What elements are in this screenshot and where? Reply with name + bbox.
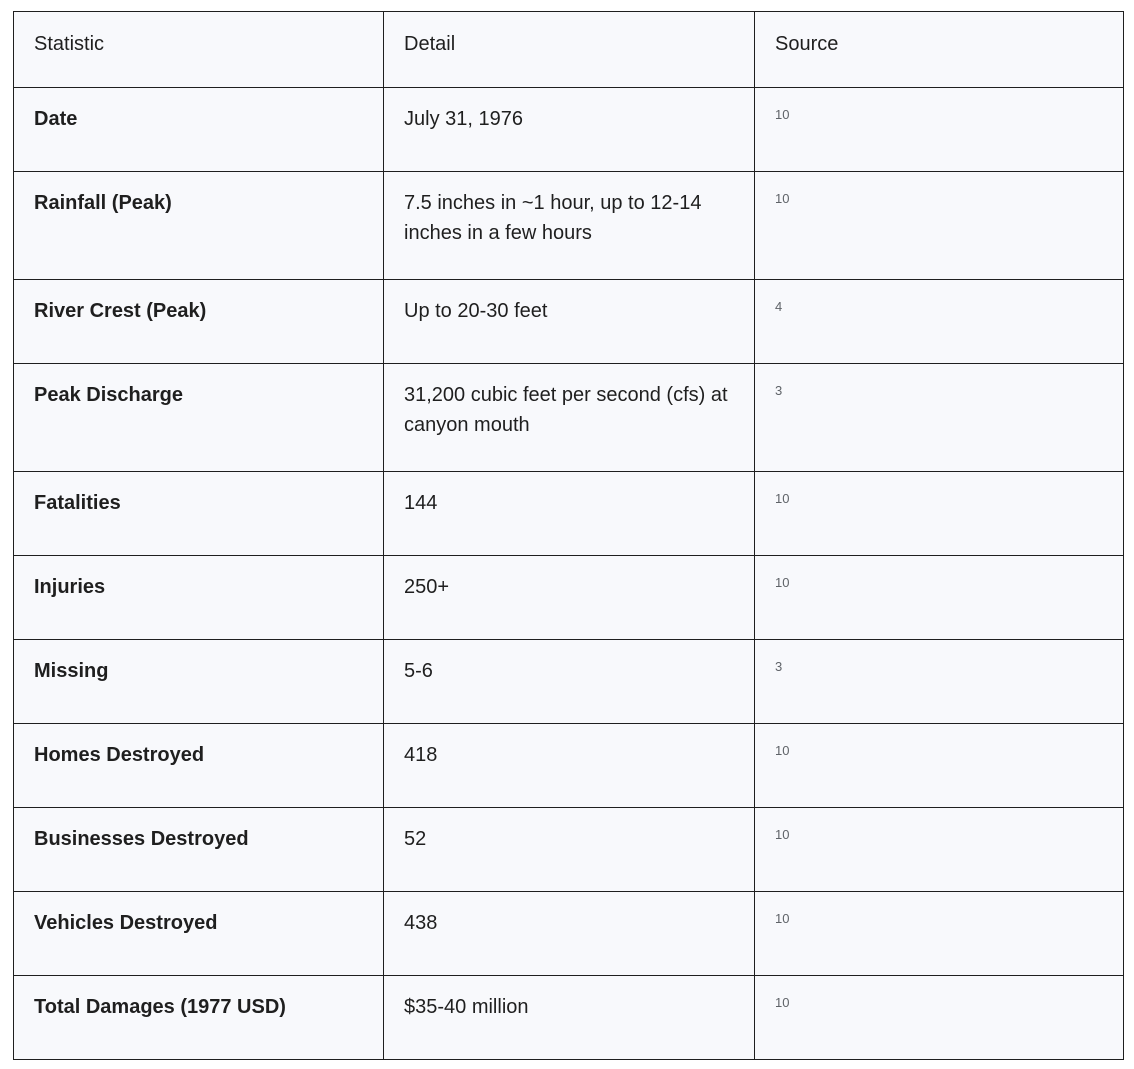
detail-cell: Up to 20-30 feet xyxy=(384,280,755,364)
table-row xyxy=(14,280,1124,364)
detail-cell: 144 xyxy=(384,472,755,556)
table-row xyxy=(14,556,1124,640)
statistics-table xyxy=(13,11,1124,1060)
statistic-cell: Vehicles Destroyed xyxy=(14,892,384,976)
statistic-cell: Fatalities xyxy=(14,472,384,556)
table-row xyxy=(14,640,1124,724)
table-row xyxy=(14,172,1124,280)
statistic-cell: Businesses Destroyed xyxy=(14,808,384,892)
table-row xyxy=(14,364,1124,472)
detail-cell: 438 xyxy=(384,892,755,976)
table-row xyxy=(14,88,1124,172)
source-citation[interactable]: 3 xyxy=(755,640,1124,724)
source-citation[interactable]: 10 xyxy=(755,88,1124,172)
source-citation[interactable]: 10 xyxy=(755,808,1124,892)
table-header xyxy=(14,12,1124,88)
table-row xyxy=(14,892,1124,976)
statistic-cell: Homes Destroyed xyxy=(14,724,384,808)
statistic-cell: Rainfall (Peak) xyxy=(14,172,384,280)
source-citation[interactable]: 10 xyxy=(755,724,1124,808)
detail-cell: 418 xyxy=(384,724,755,808)
header-detail: Detail xyxy=(384,12,755,88)
header-source: Source xyxy=(755,12,1124,88)
source-citation[interactable]: 10 xyxy=(755,556,1124,640)
statistics-table-container xyxy=(13,11,1123,1060)
statistic-cell: Total Damages (1977 USD) xyxy=(14,976,384,1060)
detail-cell: 250+ xyxy=(384,556,755,640)
header-statistic: Statistic xyxy=(14,12,384,88)
table-row xyxy=(14,976,1124,1060)
statistic-cell: Peak Discharge xyxy=(14,364,384,472)
table-row xyxy=(14,472,1124,556)
detail-cell: 5-6 xyxy=(384,640,755,724)
table-body xyxy=(14,88,1124,1060)
statistic-cell: Missing xyxy=(14,640,384,724)
detail-cell: $35-40 million xyxy=(384,976,755,1060)
source-citation[interactable]: 10 xyxy=(755,976,1124,1060)
table-row xyxy=(14,724,1124,808)
statistic-cell: Date xyxy=(14,88,384,172)
detail-cell: 7.5 inches in ~1 hour, up to 12-14 inches in a few hours xyxy=(384,172,755,280)
source-citation[interactable]: 10 xyxy=(755,892,1124,976)
statistic-cell: Injuries xyxy=(14,556,384,640)
detail-cell: July 31, 1976 xyxy=(384,88,755,172)
table-row xyxy=(14,808,1124,892)
source-citation[interactable]: 4 xyxy=(755,280,1124,364)
source-citation[interactable]: 3 xyxy=(755,364,1124,472)
statistic-cell: River Crest (Peak) xyxy=(14,280,384,364)
source-citation[interactable]: 10 xyxy=(755,472,1124,556)
source-citation[interactable]: 10 xyxy=(755,172,1124,280)
header-row xyxy=(14,12,1124,88)
detail-cell: 52 xyxy=(384,808,755,892)
detail-cell: 31,200 cubic feet per second (cfs) at canyon mouth xyxy=(384,364,755,472)
